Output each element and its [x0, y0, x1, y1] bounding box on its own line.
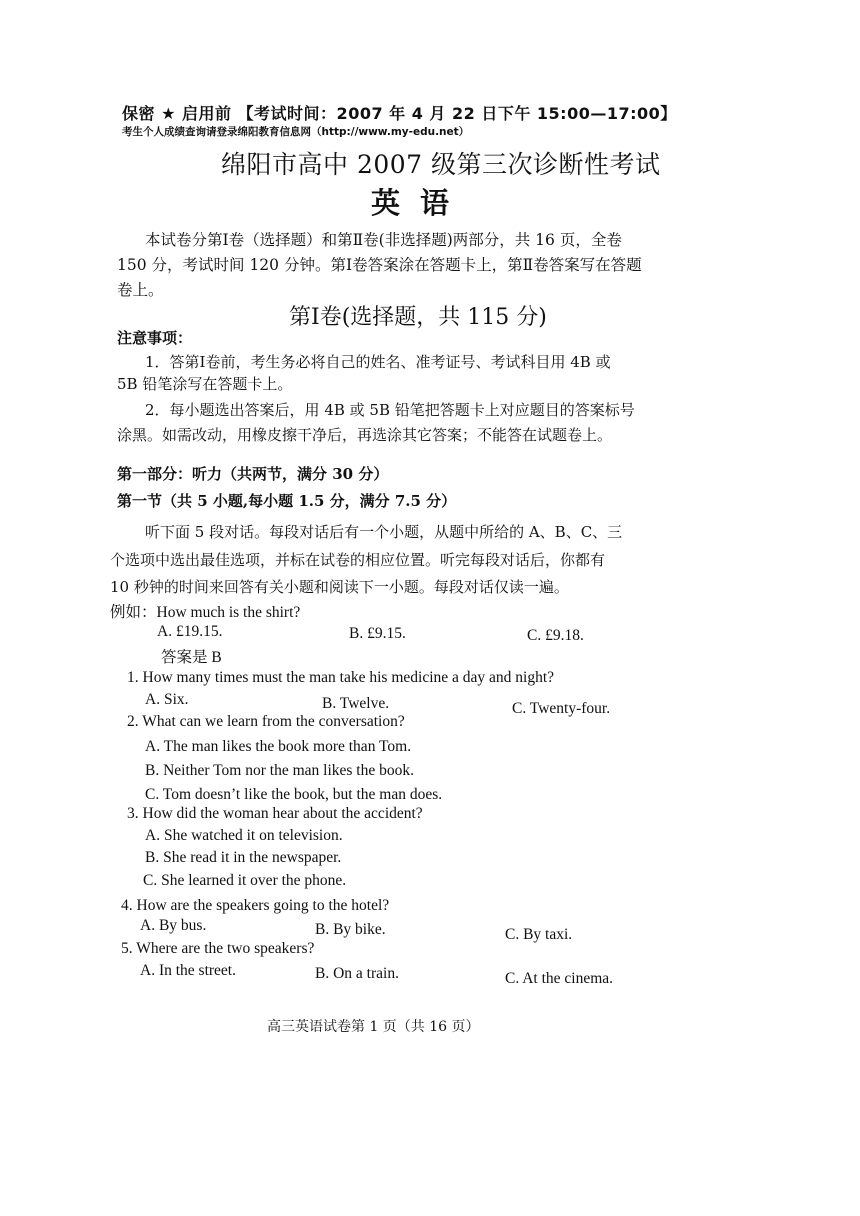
- instruction-line-1: 听下面 5 段对话。每段对话后有一个小题，从题中所给的 A、B、C、三: [145, 523, 623, 541]
- question-1-option-a: A. Six.: [145, 691, 189, 708]
- question-1-stem: 1. How many times must the man take his medicine a day and night?: [127, 669, 555, 686]
- section1-heading: 第一节（共 5 小题,每小题 1.5 分，满分 7.5 分）: [117, 492, 457, 510]
- page-footer: 高三英语试卷第 1 页（共 16 页）: [267, 1019, 480, 1035]
- question-2-option-a: A. The man likes the book more than Tom.: [145, 738, 412, 755]
- question-3-stem: 3. How did the woman hear about the accident?: [127, 805, 423, 822]
- question-4-option-c: C. By taxi.: [505, 926, 573, 943]
- notice-item-2-line-2: 涂黑。如需改动，用橡皮擦干净后，再选涂其它答案；不能答在试题卷上。: [117, 426, 613, 444]
- question-2-option-b: B. Neither Tom nor the man likes the book.: [145, 762, 414, 779]
- notice-item-1-line-2: 5B 铅笔涂写在答题卡上。: [117, 375, 293, 393]
- question-4-option-a: A. By bus.: [140, 917, 207, 934]
- subject-title: 英语: [371, 186, 470, 220]
- question-3-option-a: A. She watched it on television.: [145, 827, 343, 844]
- example-option-a: A. £19.15.: [157, 623, 223, 640]
- section-title: 第Ⅰ卷(选择题，共 115 分): [289, 305, 547, 330]
- exam-title: 绵阳市高中 2007 级第三次诊断性考试: [221, 150, 661, 179]
- intro-line-1: 本试卷分第Ⅰ卷（选择题）和第Ⅱ卷(非选择题)两部分，共 16 页，全卷: [145, 231, 622, 249]
- question-1-option-b: B. Twelve.: [322, 695, 390, 712]
- question-1-option-c: C. Twenty-four.: [512, 700, 611, 717]
- example-option-b: B. £9.15.: [349, 625, 406, 642]
- question-3-option-b: B. She read it in the newspaper.: [145, 849, 342, 866]
- instruction-line-2: 个选项中选出最佳选项，并标在试卷的相应位置。听完每段对话后，你都有: [110, 551, 606, 569]
- score-query-note: 考生个人成绩查询请登录绵阳教育信息网（http://www.my-edu.net）: [122, 126, 470, 138]
- question-5-stem: 5. Where are the two speakers?: [121, 940, 315, 957]
- question-5-option-a: A. In the street.: [140, 962, 236, 979]
- question-2-option-c: C. Tom doesn’t like the book, but the man does.: [145, 786, 443, 803]
- instruction-line-3: 10 秒钟的时间来回答有关小题和阅读下一小题。每段对话仅读一遍。: [110, 578, 569, 596]
- question-5-option-c: C. At the cinema.: [505, 970, 614, 987]
- question-3-option-c: C. She learned it over the phone.: [143, 872, 347, 889]
- example-question: 例如：How much is the shirt?: [110, 604, 301, 621]
- example-answer: 答案是 B: [161, 649, 222, 666]
- question-4-stem: 4. How are the speakers going to the hotel?: [121, 897, 390, 914]
- intro-line-2: 150 分，考试时间 120 分钟。第Ⅰ卷答案涂在答题卡上，第Ⅱ卷答案写在答题: [117, 256, 642, 274]
- confidential-header: 保密 ★ 启用前 【考试时间：2007 年 4 月 22 日下午 15:00—17:00】: [122, 104, 677, 123]
- notice-item-1-line-1: 1．答第Ⅰ卷前，考生务必将自己的姓名、准考证号、考试科目用 4B 或: [145, 353, 611, 371]
- question-4-option-b: B. By bike.: [315, 921, 386, 938]
- intro-line-3: 卷上。: [117, 281, 164, 299]
- part1-heading: 第一部分：听力（共两节，满分 30 分）: [117, 465, 389, 483]
- notice-heading: 注意事项：: [117, 329, 193, 347]
- example-option-c: C. £9.18.: [527, 627, 584, 644]
- notice-item-2-line-1: 2．每小题选出答案后，用 4B 或 5B 铅笔把答题卡上对应题目的答案标号: [145, 401, 635, 419]
- question-2-stem: 2. What can we learn from the conversation?: [127, 713, 405, 730]
- question-5-option-b: B. On a train.: [315, 965, 399, 982]
